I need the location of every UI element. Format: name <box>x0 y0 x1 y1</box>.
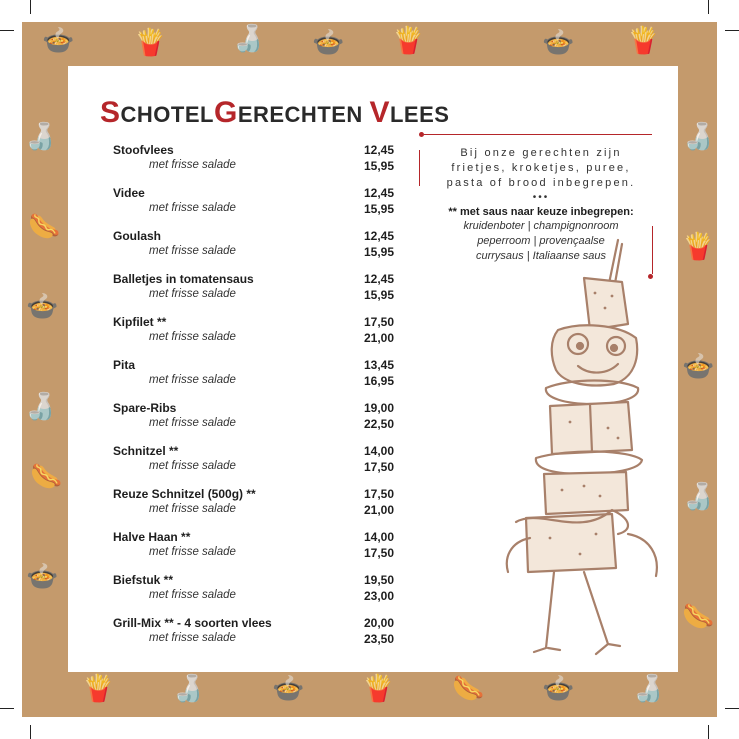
hotdog-icon: 🌭 <box>28 212 61 242</box>
pot-icon: 🍲 <box>26 292 59 322</box>
bottle-icon: 🍶 <box>172 674 205 704</box>
price-plain: 12,45 <box>363 229 394 243</box>
menu-item <box>113 358 395 401</box>
menu-item <box>113 530 395 573</box>
menu-item <box>113 143 395 186</box>
sauce-line: currysaus | Italiaanse saus <box>475 250 607 262</box>
dish-name: Videe <box>113 186 145 200</box>
price-plain: 17,50 <box>363 487 394 501</box>
sauce-heading: ** met saus naar keuze inbegrepen: <box>448 206 634 218</box>
price-plain: 12,45 <box>363 143 394 157</box>
dish-option: met frisse salade <box>149 202 236 214</box>
menu-item <box>113 616 395 659</box>
dish-option: met frisse salade <box>149 546 236 558</box>
separator-dots: ••• <box>532 192 550 203</box>
sauce-line: kruidenboter | champignonroom <box>463 220 619 232</box>
price-plain: 20,00 <box>363 616 394 630</box>
title-part: S <box>100 96 121 129</box>
price-plain: 12,45 <box>363 186 394 200</box>
dish-option: met frisse salade <box>149 159 236 171</box>
dish-name: Halve Haan ** <box>113 530 191 544</box>
fries-icon: 🍟 <box>392 26 425 56</box>
menu-item <box>113 401 395 444</box>
price-plain: 13,45 <box>363 358 394 372</box>
sauce-line: peperroom | provençaalse <box>477 235 605 247</box>
pot-icon: 🍲 <box>542 28 575 58</box>
bottle-icon: 🍶 <box>24 122 57 152</box>
price-plain: 14,00 <box>363 444 394 458</box>
dish-option: met frisse salade <box>149 374 236 386</box>
price-plain: 19,50 <box>363 573 394 587</box>
title-part: G <box>213 96 238 129</box>
dish-name: Stoofvlees <box>113 143 174 157</box>
price-plain: 17,50 <box>363 315 394 329</box>
price-plain: 14,00 <box>363 530 394 544</box>
fries-icon: 🍟 <box>682 232 715 262</box>
dish-name: Grill-Mix ** - 4 soorten vlees <box>113 616 272 630</box>
price-with-salad: 15,95 <box>363 202 394 216</box>
price-with-salad: 23,00 <box>363 589 394 603</box>
pot-icon: 🍲 <box>542 674 575 704</box>
pot-icon: 🍲 <box>312 28 345 58</box>
price-with-salad: 15,95 <box>363 288 394 302</box>
intro-line: frietjes, kroketjes, puree, <box>451 162 631 174</box>
dish-option: met frisse salade <box>149 503 236 515</box>
bottle-icon: 🍶 <box>232 24 265 54</box>
crop-mark <box>30 725 31 739</box>
dish-option: met frisse salade <box>149 589 236 601</box>
title-part: CHOTEL <box>120 102 214 127</box>
menu-item <box>113 315 395 358</box>
dish-name: Kipfilet ** <box>113 315 167 329</box>
price-with-salad: 21,00 <box>363 503 394 517</box>
price-with-salad: 22,50 <box>363 417 394 431</box>
pot-icon: 🍲 <box>42 26 75 56</box>
price-with-salad: 17,50 <box>363 546 394 560</box>
dish-option: met frisse salade <box>149 245 236 257</box>
menu-item <box>113 573 395 616</box>
menu-item <box>113 487 395 530</box>
dish-name: Balletjes in tomatensaus <box>113 272 254 286</box>
price-with-salad: 15,95 <box>363 159 394 173</box>
intro-line: pasta of brood inbegrepen. <box>446 177 636 189</box>
menu-item <box>113 272 395 315</box>
skewer-character-illustration <box>500 238 670 668</box>
crop-mark <box>30 0 31 14</box>
dish-name: Reuze Schnitzel (500g) ** <box>113 487 256 501</box>
bottle-icon: 🍶 <box>24 392 57 422</box>
dish-name: Schnitzel ** <box>113 444 179 458</box>
price-with-salad: 17,50 <box>363 460 394 474</box>
bottle-icon: 🍶 <box>682 482 715 512</box>
divider-dot <box>419 132 424 137</box>
pot-icon: 🍲 <box>26 562 59 592</box>
pot-icon: 🍲 <box>272 674 305 704</box>
price-plain: 12,45 <box>363 272 394 286</box>
pot-icon: 🍲 <box>682 352 715 382</box>
crop-mark <box>0 708 14 709</box>
hotdog-icon: 🌭 <box>30 462 63 492</box>
crop-mark <box>0 30 14 31</box>
dish-name: Pita <box>113 358 136 372</box>
price-with-salad: 23,50 <box>363 632 394 646</box>
page-title <box>100 96 449 130</box>
bottle-icon: 🍶 <box>682 122 715 152</box>
hotdog-icon: 🌭 <box>682 602 715 632</box>
dish-option: met frisse salade <box>149 417 236 429</box>
dish-name: Goulash <box>113 229 162 243</box>
dish-name: Biefstuk ** <box>113 573 174 587</box>
dish-option: met frisse salade <box>149 331 236 343</box>
dish-option: met frisse salade <box>149 632 236 644</box>
fries-icon: 🍟 <box>627 26 660 56</box>
menu-item <box>113 186 395 229</box>
price-with-salad: 15,95 <box>363 245 394 259</box>
dish-option: met frisse salade <box>149 460 236 472</box>
fries-icon: 🍟 <box>134 28 167 58</box>
menu-list <box>113 143 395 659</box>
menu-item <box>113 229 395 272</box>
crop-mark <box>725 708 739 709</box>
divider-line <box>419 150 420 186</box>
hotdog-icon: 🌭 <box>452 674 485 704</box>
divider-line <box>424 134 652 135</box>
dish-name: Spare-Ribs <box>113 401 177 415</box>
title-part: LEES <box>389 102 450 127</box>
title-part: ERECHTEN <box>237 102 363 127</box>
price-with-salad: 16,95 <box>363 374 394 388</box>
title-part: V <box>369 96 390 129</box>
dish-option: met frisse salade <box>149 288 236 300</box>
fries-icon: 🍟 <box>362 674 395 704</box>
price-with-salad: 21,00 <box>363 331 394 345</box>
price-plain: 19,00 <box>363 401 394 415</box>
bottle-icon: 🍶 <box>632 674 665 704</box>
crop-mark <box>708 725 709 739</box>
fries-icon: 🍟 <box>82 674 115 704</box>
crop-mark <box>725 30 739 31</box>
crop-mark <box>708 0 709 14</box>
menu-item <box>113 444 395 487</box>
intro-line: Bij onze gerechten zijn <box>460 147 622 159</box>
